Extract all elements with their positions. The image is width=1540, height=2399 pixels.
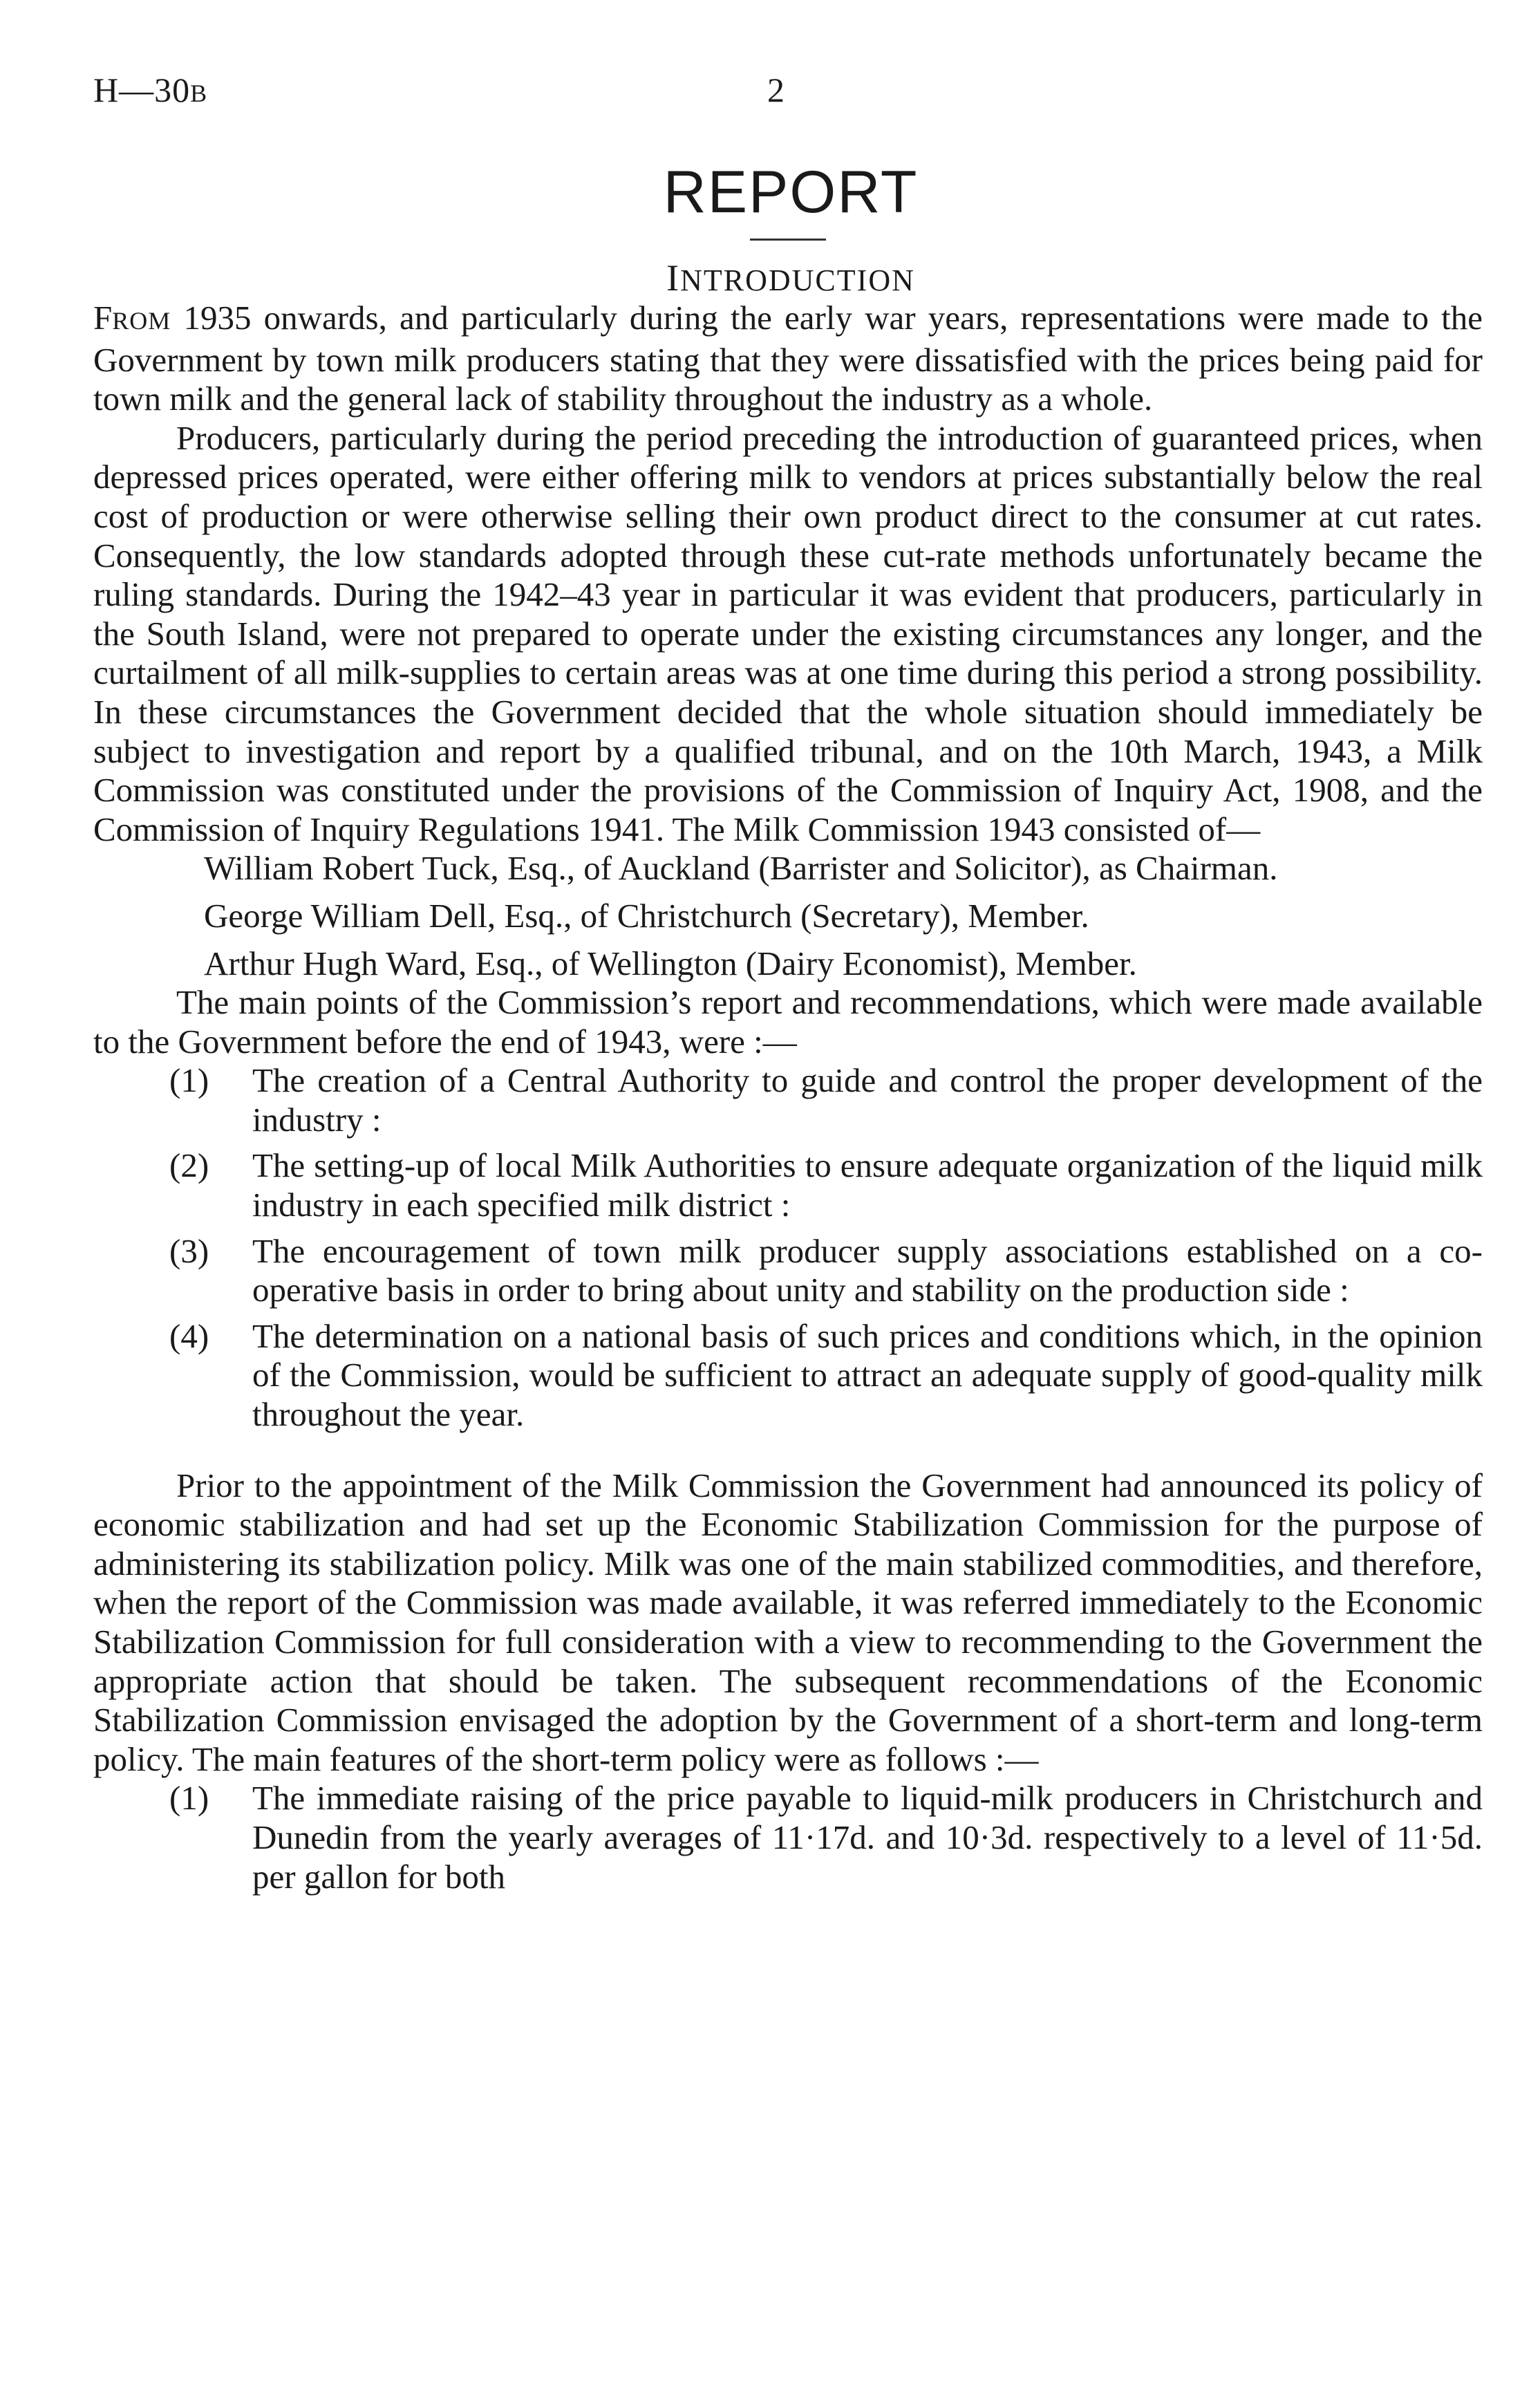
section-heading-rest: NTRODUCTION [680,263,915,297]
list-item [93,1232,1483,1310]
page-number: 2 [767,71,785,109]
paragraph-main-points: The main points of the Commission’s report and recommendations, which were made available to the Government before the end of 1943, were :— [93,983,1483,1061]
commission-member: Arthur Hugh Ward, Esq., of Wellington (Dairy Economist), Member. [204,944,1137,982]
list-item-text: The encouragement of town milk producer supply associations established on a co-operative basis in order to bring about unity and stability on the production side : [252,1231,1483,1309]
list-item [93,1317,1483,1435]
paragraph-stabilization: Prior to the appointment of the Milk Commission the Government had announced its policy of economic stabilization and had set up the Economic Stabilization Commission for the purpose of administering its stabilization policy. Milk was one of the main stabilized commodities, and therefore, when the report of the Commission was made available, it was referred immediately to the Economic Stabilization Commission for full consideration with a view to recommending to the Government the appropriate action that should be taken. The subsequent recommendations of the Economic Stabilization Commission envisaged the adoption by the Government of a short-term and long-term policy. The main features of the short-term policy were as follows :— [93,1466,1483,1778]
list-item-number: (2) [169,1146,209,1185]
list-item-number: (3) [169,1231,209,1270]
commission-member: William Robert Tuck, Esq., of Auckland (Barrister and Solicitor), as Chairman. [204,849,1278,888]
report-body [93,299,1483,1896]
list-item [93,1146,1483,1224]
paragraph-producers: Producers, particularly during the period preceding the introduction of guaranteed prices, when depressed prices operated, were either offering milk to vendors at prices substantially below the real cost of production or were otherwise selling their own product direct to the consumer at cut rates. Consequently, the low standards adopted through these cut-rate methods unfortunately became the ruling standards. During the 1942–43 year in particular it was evident that producers, particularly in the South Island, were not prepared to operate under the existing circumstances any longer, and the curtailment of all milk-supplies to certain areas was at one time during this period a strong possibility. In these circumstances the Government decided that the whole situation should immediately be subject to investigation and report by a qualified tribunal, and on the 10th March, 1943, a Milk Commission was constituted under the provisions of the Commission of Inquiry Act, 1908, and the Commission of Inquiry Regulations 1941. The Milk Commission 1943 consisted of— [93,418,1483,848]
section-heading [21,259,1540,299]
list-item-number: (1) [169,1061,209,1100]
document-code-suffix: B [190,80,208,107]
list-item-number: (4) [169,1316,209,1355]
paragraph-intro-text: 1935 onwards, and particularly during the early war years, representations were made to the Government by town milk producers stating that they were dissatisfied with the prices being paid for town milk and the general lack of stability throughout the industry as a whole. [93,299,1483,418]
list-item-text: The immediate raising of the price payable to liquid-milk producers in Christchurch and Dunedin from the yearly averages of 11·17d. and 10·3d. respectively to a level of 11·5d. per gallon for both [252,1779,1483,1896]
document-code-main: H—30 [93,71,191,109]
lead-capital: F [93,299,113,337]
paragraph-intro [93,299,1483,419]
report-title: REPORT [663,159,919,225]
lead-small-caps: ROM [112,307,171,335]
commission-member: George William Dell, Esq., of Christchurch (Secretary), Member. [204,896,1089,935]
list-item-text: The setting-up of local Milk Authorities to ensure adequate organization of the liquid milk industry in each specified milk district : [252,1146,1483,1224]
section-heading-initial: I [666,257,681,299]
list-item-text: The determination on a national basis of such prices and conditions which, in the opinion of the Commission, would be sufficient to attract an adequate supply of good-quality milk throughout the year. [252,1316,1483,1434]
list-item-number: (1) [169,1779,209,1818]
title-divider [750,239,826,241]
document-code [93,69,207,114]
list-item [93,1061,1483,1139]
list-item [93,1779,1483,1896]
list-item-text: The creation of a Central Authority to guide and control the proper development of the industry : [252,1061,1483,1139]
